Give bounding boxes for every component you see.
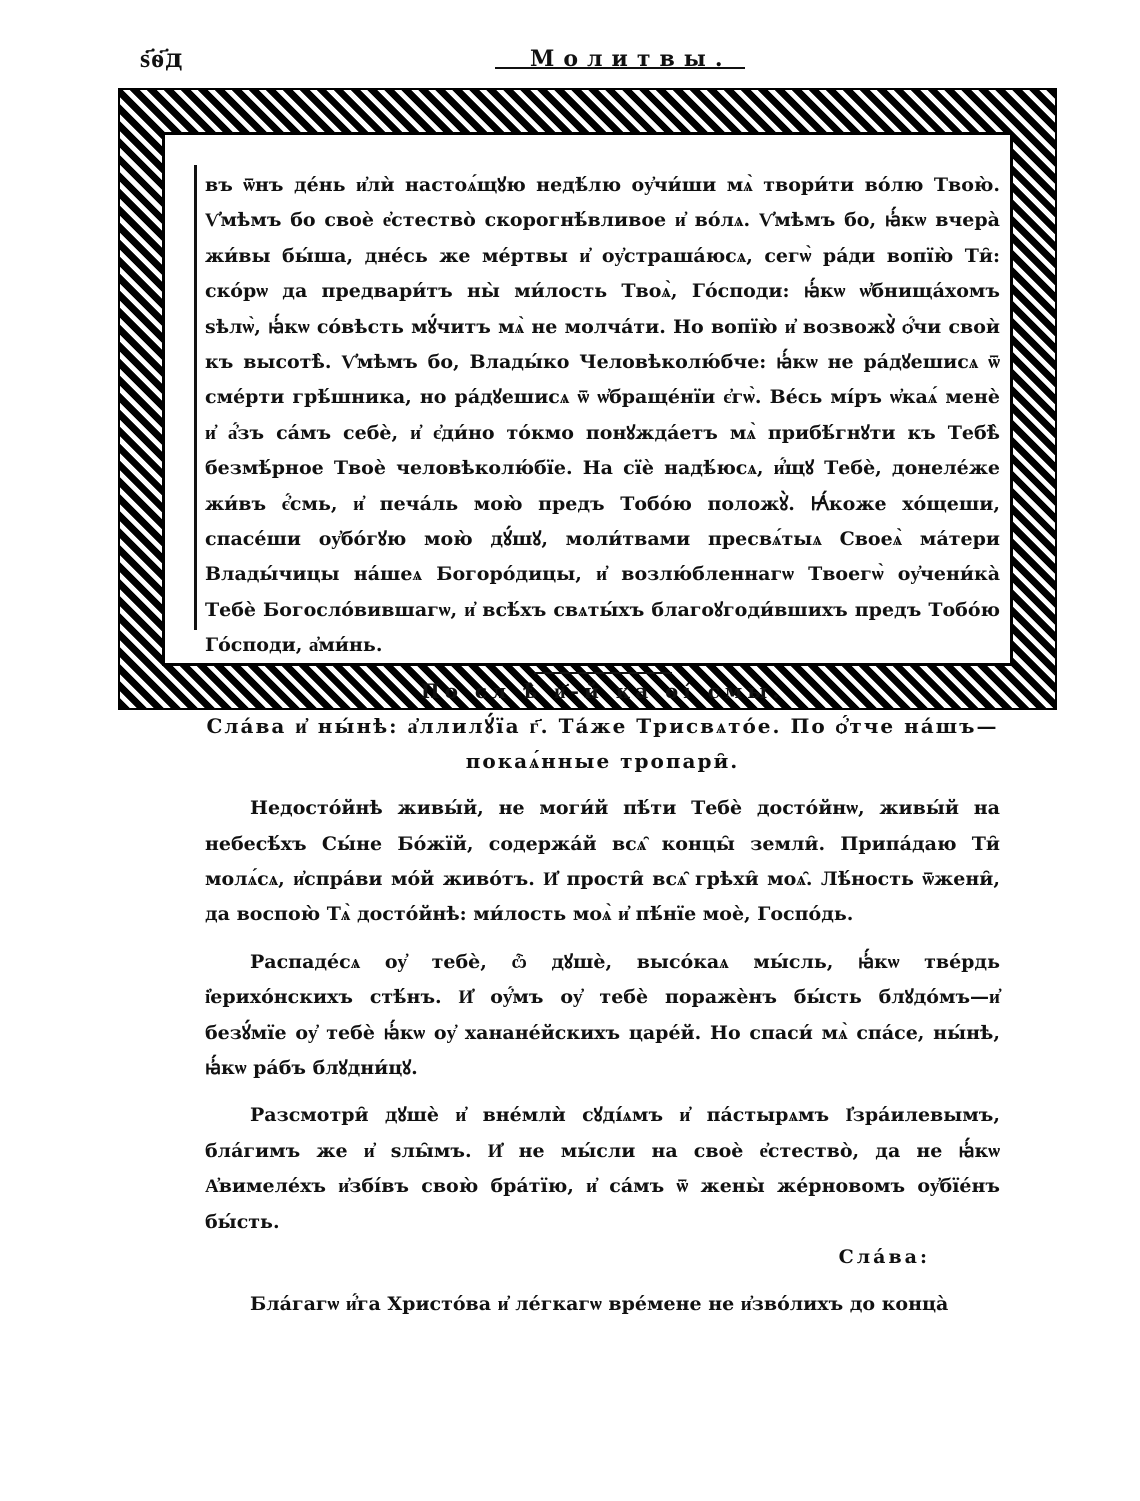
tropar-paragraph: Распаде́сѧ оу҆ тебѐ, ѽ дꙋшѐ, высо́каѧ мы́сль, ꙗ҆́кѡ тве́рдь і҆ерихо́нскихъ стѣ́нъ. И҆ оу҆́мъ оу҆ тебѐ поражѐнъ бы́сть блꙋдо́мъ—и҆ безꙋ́мїе оу҆ тебѐ ꙗ҆́кѡ оу҆ ханане́йскихъ царе́й. Но спаси́ мѧ̀ спа́се, ны́нѣ, ꙗ҆́кѡ ра́бъ блꙋдни́цꙋ. [205,950,1000,1079]
glory-marker: Сла́ва: [838,1245,930,1268]
title-rule [495,67,745,69]
tropar-paragraph: Бла́гагѡ и҆́га Христо́ва и҆ ле́гкагѡ вре́мене не и҆зво́лихъ до конца̀ [250,1293,949,1316]
margin-rule [194,165,197,630]
running-title: Молитвы. [530,46,732,72]
prayer-paragraph: въ ѿнъ де́нь и҆лѝ настоѧ́щꙋю недѣ́лю оу҆чи́ши мѧ̀ твори́ти во́лю Твою̀. Ѵ҆мѣмъ бо своѐ е҆стество̀ скорогнѣ́вливое и҆ во́лѧ. Ѵ҆мѣмъ бо, ꙗ҆́кѡ вчера̀ жи́вы бы́ша, дне́сь же ме́ртвы и҆ оу҆страша́юсѧ, сегѡ̀ ра́ди вопїю̀ Ти̑: ско́рѡ да предвари́тъ ны̀ ми́лость Твоѧ̀, Го́споди: ꙗ҆́кѡ ѡ҆бнища́хомъ ѕѣлѡ̀, ꙗ҆́кѡ со́вѣсть мꙋ́читъ мѧ̀ не молча́ти. Но вопїю̀ и҆ возвожꙋ̀ ѻ҆́чи своѝ къ высотѣ̀. Ѵ҆мѣмъ бо, Влады́ко Человѣколю́бче: ꙗ҆́кѡ не ра́дꙋешисѧ ѿ сме́рти грѣ́шника, но ра́дꙋешисѧ ѿ ѡ҆браще́нїи є҆гѡ̀. Ве́сь мі́ръ ѡ҆каѧ́ менѐ и҆ а҆́зъ са́мъ себѐ, и҆ є҆ди́но то́кмо понꙋжда́етъ мѧ̀ прибѣ́гнꙋти къ Тебѣ̀ безмѣ́рное Твоѐ человѣколю́бїе. На сїѐ надѣ́юсѧ, и҆́щꙋ Тебѐ, донеле́же жи́въ є҆́смь, и҆ печа́ль мою̀ предъ Тобо́ю положꙋ̀. Ꙗ҆́коже хо́щеши, спасе́ши оу҆бо́гꙋю мою̀ дꙋ́шꙋ, моли́твами пресвѧ́тыѧ Своеѧ̀ ма́тери Влады́чицы на́шеѧ Богоро́дицы, и҆ возлю́бленнагѡ Твоегѡ̀ оу҆чени́ка̀ Тебѐ Богосло́вившагѡ, и҆ всѣ́хъ свѧты́хъ благоꙋгоди́вшихъ предъ Тобо́ю Го́споди, а҆ми́нь. [205,174,1000,657]
page-number: ѕ҃҃ѳ҃д [140,44,184,74]
section-heading: По сл ѣ̀ и҃-й ка ѳі́ смы. [420,678,785,703]
section-subheading: Сла́ва и҆ ны́нѣ: а҆ллилꙋ́їа г҃. Та́же Трисвѧто́е. По ѻ҆́тче на́шъ—покаѧ́нные тропари̑. [206,714,999,774]
prayer-text [205,168,1000,1323]
tropar-paragraph: Недосто́йнѣ живы́й, не моги́й пѣ́ти Тебѐ досто́йнѡ, живы́й на небесѣ́хъ Сы́не Бо́жїй, содержа́й всѧ̑ концы̑ земли̑. Припа́даю Ти̑ молѧ́сѧ, и҆спра́ви мо́й живо́тъ. И҆ прости̑ всѧ̑ грѣхи̑ моѧ̑. Лѣ́ность ѿжени̑, да воспою̀ Тѧ̀ досто́йнѣ: ми́лость моѧ̀ и҆ пѣ́нїе моѐ, Госпо́дь. [205,797,1000,926]
tropar-paragraph: Разсмотри̑ дꙋшѐ и҆ вне́млѝ сꙋді́ѧмъ и҆ па́стырѧмъ І҆зра́илевымъ, бла́гимъ же и҆ ѕлы̑мъ. И҆ не мы́сли на своѐ е҆стество̀, да не ꙗ҆́кѡ А҆вимеле́хъ и҆збі́въ свою̀ бра́тїю, и҆ са́мъ ѿ жены̀ же́рновомъ оу҆бїе́нъ бы́сть. [205,1104,1000,1233]
